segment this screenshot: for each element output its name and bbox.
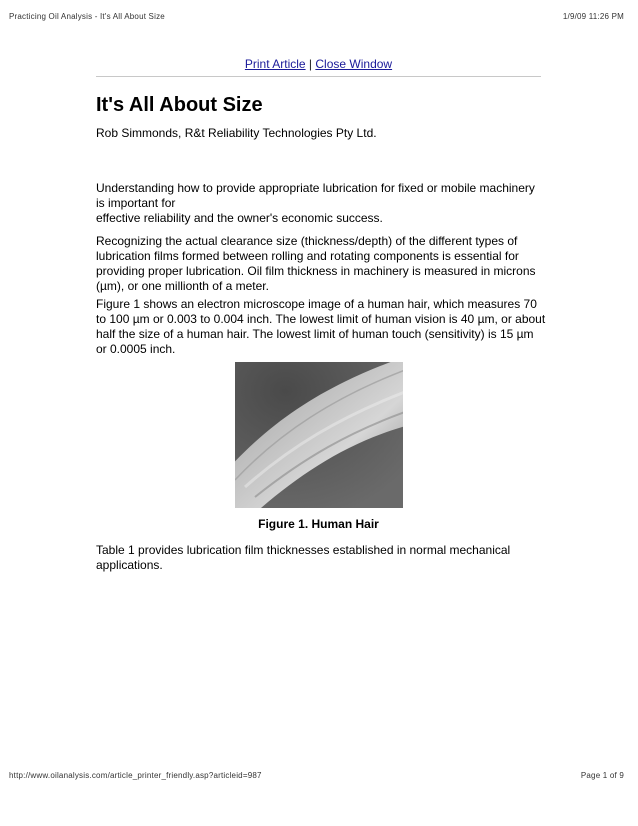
- article-author: Rob Simmonds, R&t Reliability Technologies Pty Ltd.: [96, 126, 377, 140]
- header-divider: [96, 76, 541, 77]
- hair-paragraph: Figure 1 shows an electron microscope image of a human hair, which measures 70 to 100 µm or 0.003 to 0.004 inch. The lowest limit of human vision is 40 µm, or about half the size of a human hair. The lowest limit of human touch (sensitivity) is 15 µm or 0.0005 inch.: [96, 297, 546, 356]
- toolbar-separator: |: [308, 57, 313, 71]
- page-number: Page 1 of 9: [580, 771, 624, 780]
- intro-line-1: Understanding how to provide appropriate lubrication for fixed or mobile machinery is important for: [96, 181, 535, 210]
- close-window-link[interactable]: Close Window: [315, 57, 393, 71]
- article-title: It's All About Size: [96, 94, 263, 116]
- page-url: http://www.oilanalysis.com/article_printer_friendly.asp?articleid=987: [9, 771, 262, 780]
- intro-paragraph: [96, 181, 546, 226]
- article-toolbar: [96, 57, 541, 71]
- table-intro-paragraph: Table 1 provides lubrication film thicknesses established in normal mechanical applications.: [96, 543, 511, 572]
- human-hair-micrograph: [235, 362, 403, 508]
- micrograph-drawing: [235, 362, 403, 508]
- browser-page-title: Practicing Oil Analysis - It's All About Size: [9, 12, 165, 21]
- clearance-paragraph: Recognizing the actual clearance size (thickness/depth) of the different types of lubrication films formed between rolling and rotating components is essential for providing proper lubrication. Oil film thickness in machinery is measured in microns (µm), or one millionth of a meter.: [96, 234, 536, 293]
- print-datetime: 1/9/09 11:26 PM: [562, 12, 624, 21]
- figure-caption: Figure 1. Human Hair: [258, 517, 379, 531]
- intro-line-2: effective reliability and the owner's economic success.: [96, 211, 383, 225]
- print-article-link[interactable]: Print Article: [244, 57, 306, 71]
